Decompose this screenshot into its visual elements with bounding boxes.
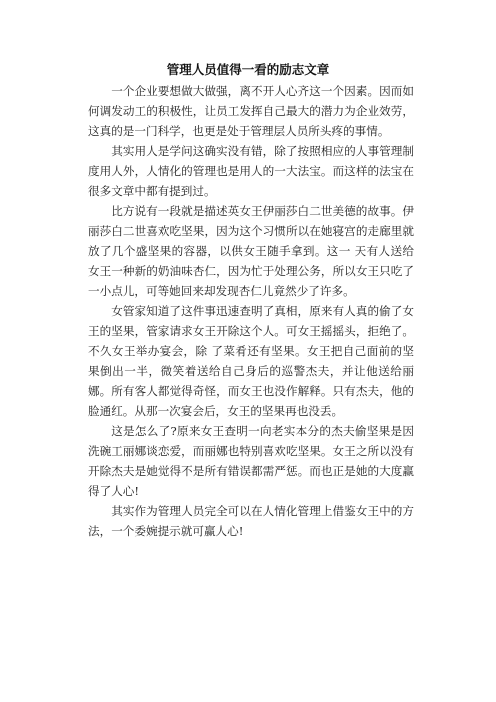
paragraph: 比方说有一段就是描述英女王伊丽莎白二世美德的故事。伊丽莎白二世喜欢吃坚果，因为这个习惯所以在她寝宫的走廊里就放了几个盛坚果的容器，以供女王随手拿到。这一 天有人送给女王一种新的奶油味杏仁，因为忙于处理公务，所以女王只吃了一小点儿，可等她回来却发现杏仁儿竟然少了许多。 <box>88 204 414 298</box>
document-title: 管理人员值得一看的励志文章 <box>166 62 330 77</box>
paragraph: 女管家知道了这件事迅速查明了真相，原来有人真的偷了女王的坚果，管家请求女王开除这个人。可女王摇摇头，拒绝了。不久女王举办宴会，除 了菜肴还有坚果。女王把自己面前的坚果倒出一半，微笑着送给自己身后的巡警杰夫，并让他送给丽娜。所有客人都觉得奇怪，而女王也没作解释。只有杰夫，他的脸通红。从那一次宴会后，女王的坚果再也没丢。 <box>88 304 414 418</box>
document-body <box>88 81 414 541</box>
paragraph: 一个企业要想做大做强，离不开人心齐这一个因素。因而如何调发动工的积极性，让员工发挥自己最大的潜力为企业效劳，这真的是一门科学，也更是处于管理层人员所头疼的事情。 <box>88 84 414 138</box>
paragraph: 其实用人是学问这确实没有错，除了按照相应的人事管理制度用人外，人情化的管理也是用人的一大法宝。而这样的法宝在很多文章中都有提到过。 <box>88 144 414 198</box>
paragraph: 这是怎么了?原来女王查明一向老实本分的杰夫偷坚果是因 洗碗工丽娜谈恋爱，而丽娜也特别喜欢吃坚果。女王之所以没有开除杰夫是她觉得不是所有错误都需严惩。而也正是她的大度赢得了人心! <box>88 424 414 498</box>
paragraph: 其实作为管理人员完全可以在人情化管理上借鉴女王中的方法，一个委婉提示就可赢人心! <box>88 504 414 538</box>
